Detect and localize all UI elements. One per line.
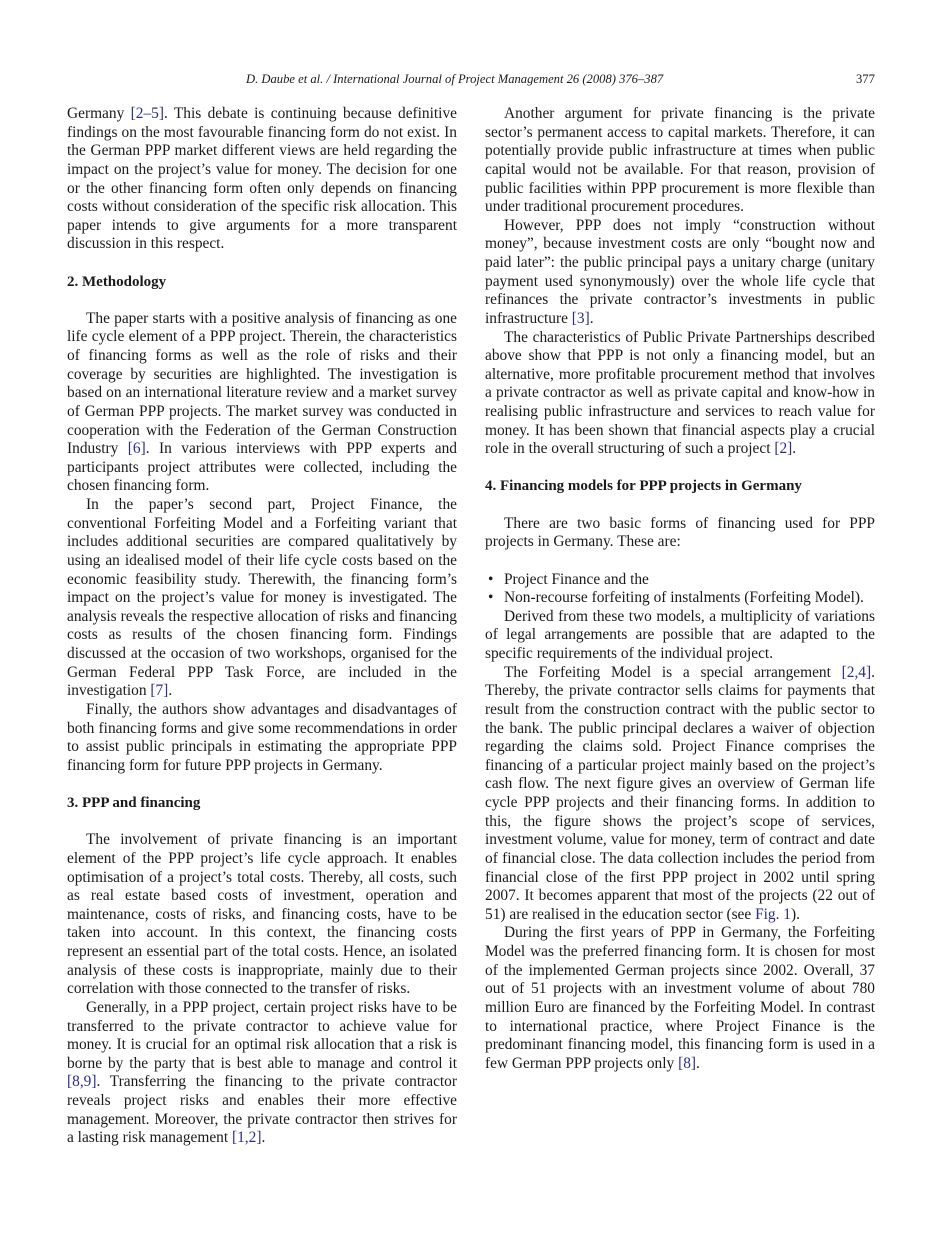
intro-paragraph [67,105,457,254]
text-span: The Forfeiting Model is a special arrangement [504,663,842,681]
text-span: . [589,309,594,327]
citation-link[interactable]: [3] [571,309,590,327]
paragraph: There are two basic forms of financing used for PPP projects in Germany. These are: [485,514,875,551]
text-span: During the first years of PPP in Germany, the Forfeiting Model was the preferred financing form. It is chosen for most of the implemented German projects since 2002. Overall, 37 out of 51 projects with an investment volume of about 780 million Euro are financed by the Forfeiting Model. In contrast to international practice, where Project Finance is the predominant financing model, this financing form is used in a few German PPP projects only [485,924,875,1072]
section-heading-financing-models: 4. Financing models for PPP projects in Germany [485,478,802,495]
running-head [0,72,925,90]
bullet-icon: • [488,589,494,607]
text-span: The paper starts with a positive analysis of financing as one life cycle element of a PPP project. Therein, the characteristics of financing forms as well as the role of risks and their coverage by securities are highlighted. The investigation is based on an international literature review and a market survey of German PPP projects. The market survey was conducted in cooperation with the Federation of the German Construction Industry [67,309,457,458]
text-span: Generally, in a PPP project, certain project risks have to be transferred to the private contractor to achieve value for money. It is crucial for an optimal risk allocation that a risk is borne by the party that is best able to manage and control it [67,998,457,1072]
citation-link[interactable]: [2,4] [841,663,872,681]
list-item-text: Non-recourse forfeiting of instalments (Forfeiting Model). [504,589,864,607]
citation-link[interactable]: [1,2] [231,1129,262,1147]
paragraph [67,999,457,1148]
paragraph [485,217,875,329]
list-item [485,589,875,608]
text-span: . [261,1129,266,1147]
text-span: Germany [67,105,131,122]
paragraph: Derived from these two models, a multiplicity of variations of legal arrangements are possible that are adapted to the specific requirements of the individual project. [485,607,875,663]
left-column [67,105,457,1148]
text-span: . [792,440,797,458]
page-number: 377 [856,72,875,86]
text-span: In the paper’s second part, Project Finance, the conventional Forfeiting Model and a Forfeiting variant that includes additional securities are compared qualitatively by using an idealised model of their life cycle costs based on the economic feasibility study. Therewith, the financing form’s impact on the project’s value for money is investigated. The analysis reveals the respective allocation of risks and financing costs as results of the chosen financing form. Findings discussed at the occasion of two workshops, organised for the German Federal PPP Task Force, are included in the investigation [67,496,457,700]
section-heading-methodology: 2. Methodology [67,273,167,290]
text-span: . [168,682,173,700]
text-span: . In various interviews with PPP experts and participants project attributes were collected, including the chosen financing form. [67,440,457,495]
text-span: . Thereby, the private contractor sells claims for payments that result from the construction contract with the public sector to the bank. The public principal declares a waiver of objection regarding the claims sold. Project Finance comprises the financing of a particular project mainly based on the project’s cash flow. The next figure gives an overview of German life cycle PPP projects and their financing forms. In addition to this, the figure shows the project’s scope of services, investment volume, value for money, term of contract and date of financial close. The data collection includes the period from financial close of the first PPP project in 2002 until spring 2007. It becomes apparent that most of the projects (22 out of 51) are realised in the education sector (see [485,663,875,923]
citation-link[interactable]: [8,9] [67,1073,97,1091]
paragraph: Finally, the authors show advantages and disadvantages of both financing forms and give some recommendations in order to assist public principals in estimating the appropriate PPP financing form for future PPP projects in Germany. [67,700,457,774]
citation-link[interactable]: [7] [150,682,169,700]
text-span: . This debate is continuing because definitive findings on the most favourable financing form do not exist. In the German PPP market different views are held regarding the impact on the project’s value for money. The decision for one or the other financing form often only depends on financing costs without consideration of the specific risk allocation. This paper intends to give arguments for a more transparent discussion in this respect. [67,105,457,253]
citation-link[interactable]: [2] [774,440,793,458]
text-span: . Transferring the financing to the private contractor reveals project risks and enables their more effective management. Moreover, the private contractor then strives for a lasting risk management [67,1073,457,1147]
text-span: However, PPP does not imply “construction without money”, because investment costs are only “bought now and paid later”: the public principal pays a unitary charge (unitary payment used synonymously) over the whole life cycle that refinances the private contractor’s investments in public infrastructure [485,216,875,327]
paragraph [67,496,457,701]
bullet-list [485,571,875,608]
paragraph [485,329,875,459]
citation-link[interactable]: [6] [127,440,146,458]
figure-link[interactable]: Fig. 1 [755,905,791,923]
list-item-text: Project Finance and the [504,570,649,588]
text-span: The characteristics of Public Private Partnerships described above show that PPP is not only a financing model, but an alternative, more profitable procurement method that involves a private contractor as well as private capital and know-how in realising public infrastructure and services to reach value for money. It has been shown that financial aspects play a crucial role in the overall structuring of such a project [485,328,875,458]
section-heading-ppp-financing: 3. PPP and financing [67,795,201,812]
paragraph: Another argument for private financing is the private sector’s permanent access to capital markets. Therefore, it can potentially provide public infrastructure at times when public capital would not be available. For that reason, provision of public facilities within PPP procurement is more flexible than under traditional procurement procedures. [485,105,875,216]
paragraph: The involvement of private financing is an important element of the PPP project’s life cycle approach. It enables optimisation of a project’s total costs. Thereby, all costs, such as real estate based costs of investment, operation and maintenance, costs of risks, and financing costs, have to be taken into account. In this context, the financing costs represent an essential part of the total costs. Hence, an isolated analysis of these costs is inappropriate, mainly due to their correlation with those connected to the transfer of risks. [67,831,457,998]
citation-link[interactable]: [8] [678,1054,697,1072]
bullet-icon: • [488,570,494,588]
text-span: ). [791,905,800,923]
running-title: D. Daube et al. / International Journal of Project Management 26 (2008) 376–387 [246,72,664,86]
right-column [485,105,875,1073]
paragraph [485,924,875,1073]
paragraph [67,310,457,496]
text-span: . [696,1054,700,1072]
list-item [485,571,875,590]
citation-link[interactable]: [2–5] [130,105,164,122]
paragraph [485,664,875,925]
